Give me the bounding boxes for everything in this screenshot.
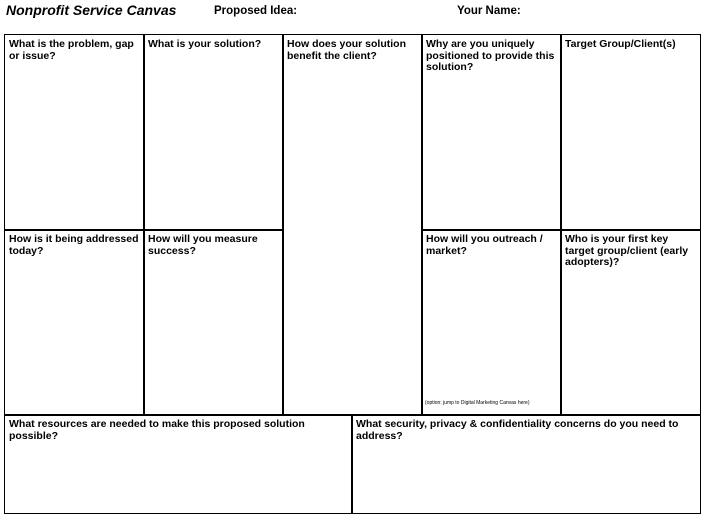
- resources-cell: What resources are needed to make this proposed solution possible?: [4, 414, 353, 514]
- canvas-title: Nonprofit Service Canvas: [6, 2, 177, 18]
- solution-cell: What is your solution?: [143, 34, 284, 231]
- early-adopters-cell: Who is your first key target group/client (early adopters)?: [560, 229, 701, 416]
- proposed-idea-label: Proposed Idea:: [214, 5, 298, 17]
- security-cell: What security, privacy & confidentiality concerns do you need to address?: [351, 414, 701, 514]
- outreach-cell: How will you outreach / market?: [421, 229, 562, 416]
- target-group-cell: Target Group/Client(s): [560, 34, 701, 231]
- outreach-note: (option: jump to Digital Marketing Canvas here): [425, 400, 530, 406]
- measure-success-cell: How will you measure success?: [143, 229, 284, 416]
- benefit-cell: How does your solution benefit the client?: [282, 34, 423, 416]
- addressed-today-cell: How is it being addressed today?: [4, 229, 145, 416]
- problem-cell: What is the problem, gap or issue?: [4, 34, 145, 231]
- uniquely-positioned-cell: Why are you uniquely positioned to provide this solution?: [421, 34, 562, 231]
- your-name-label: Your Name:: [457, 5, 521, 17]
